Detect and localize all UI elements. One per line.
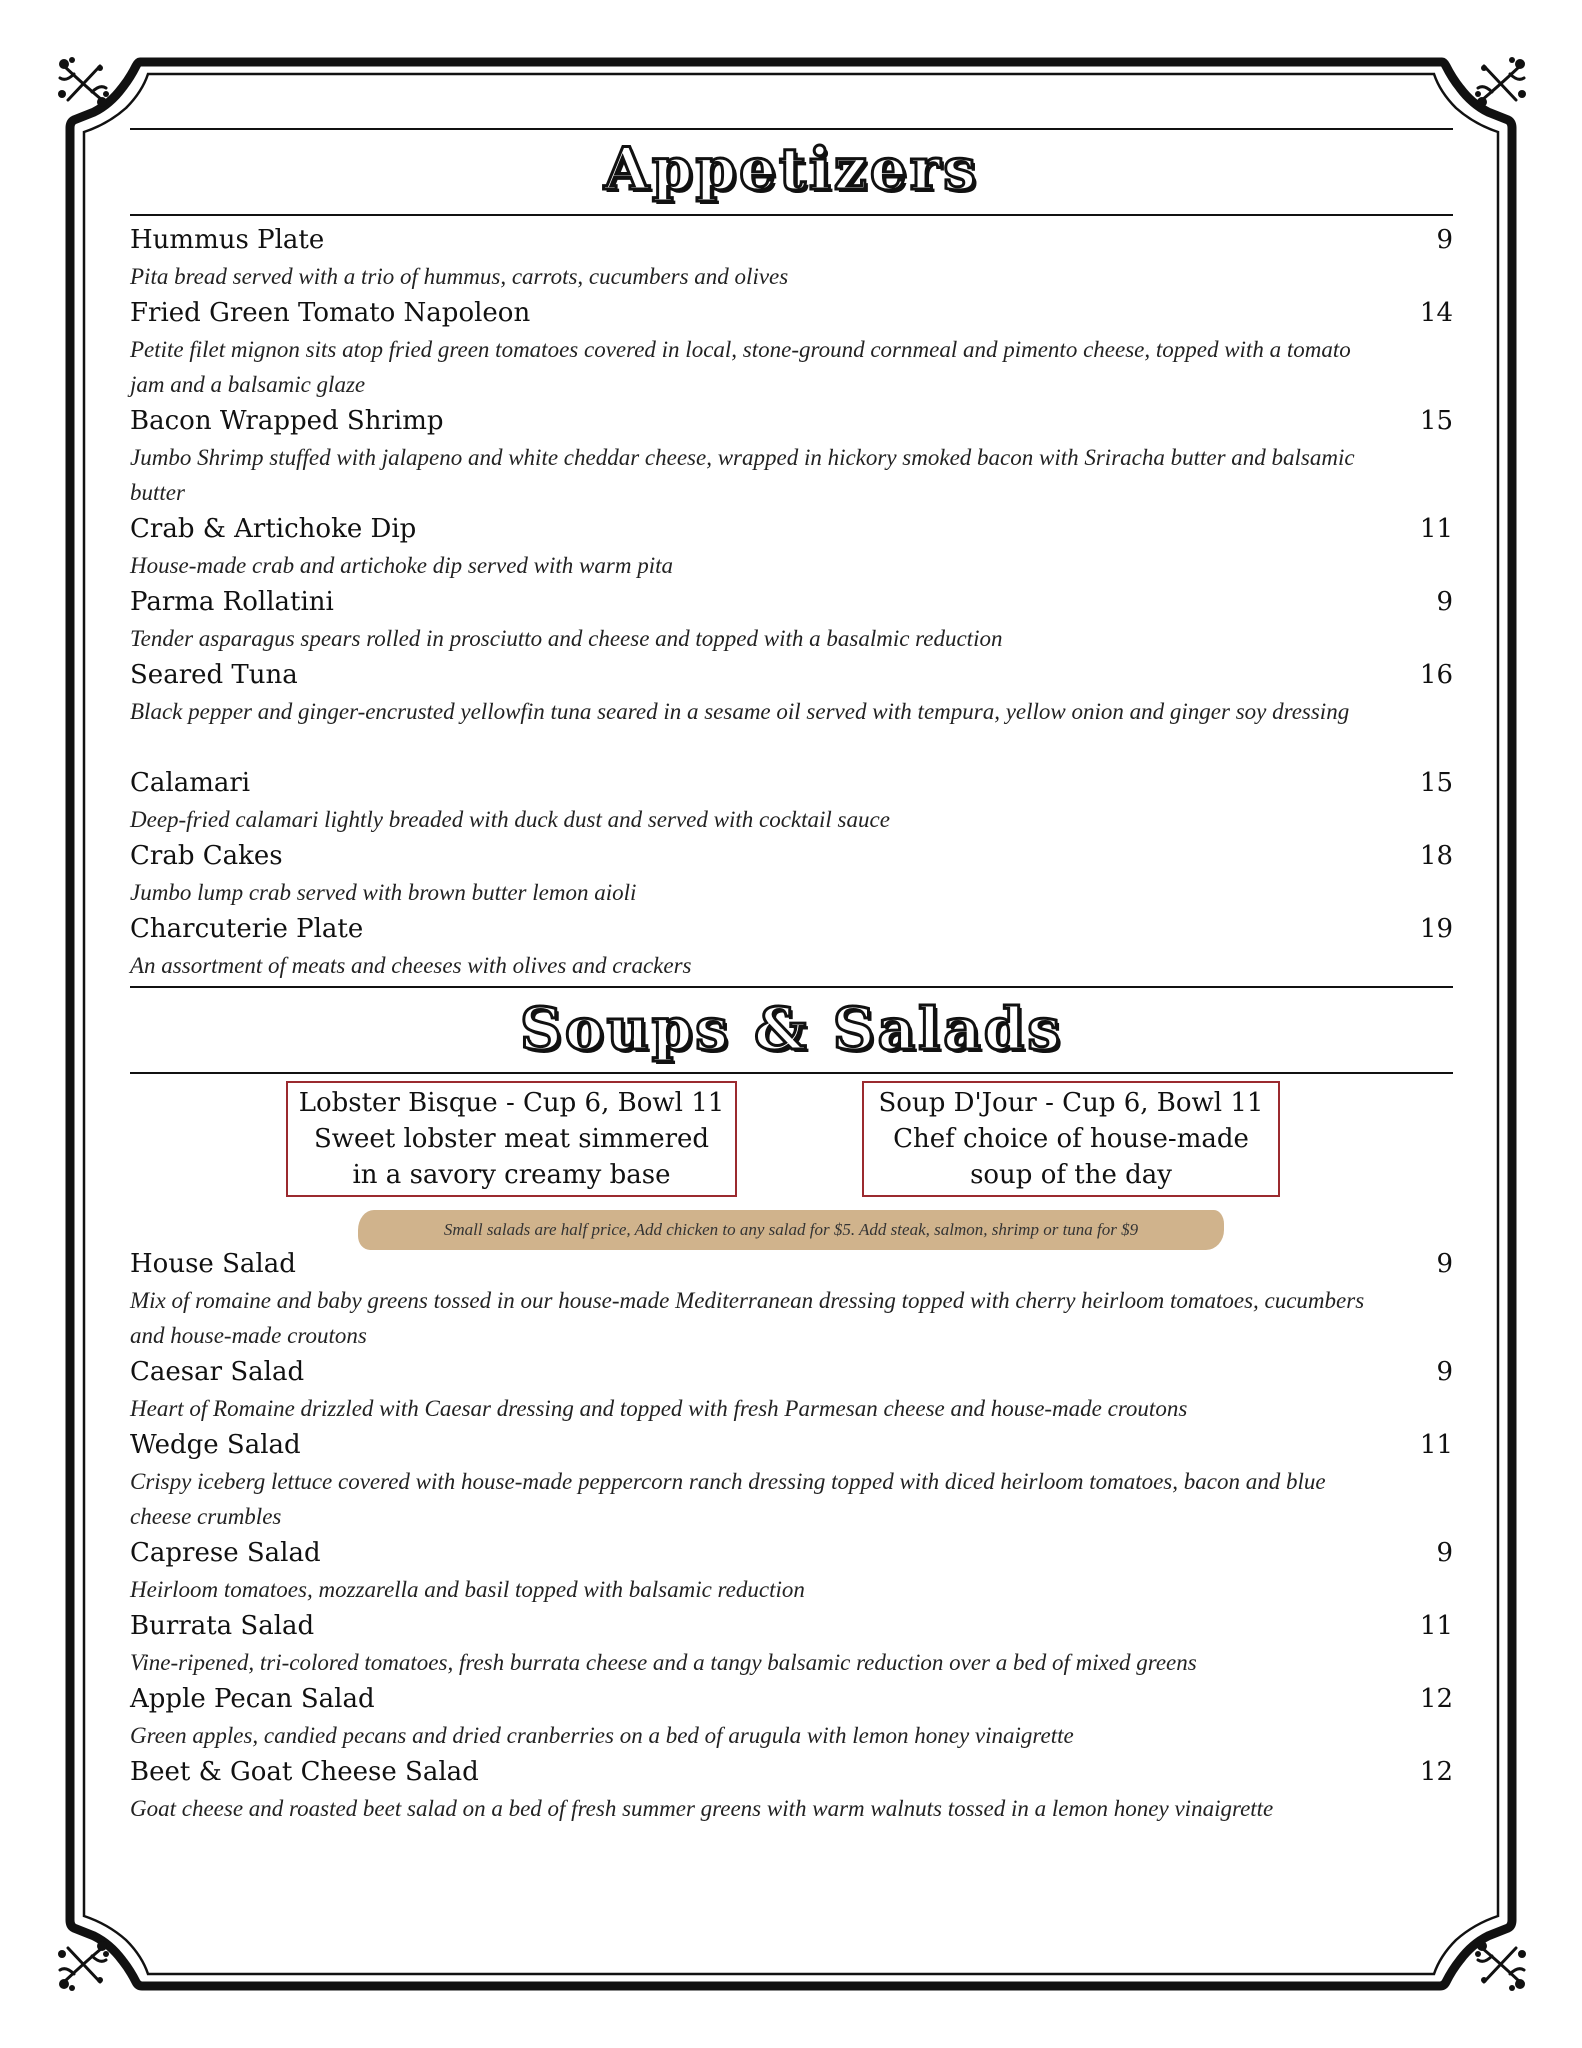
appetizers-heading: Appetizers [604,135,979,203]
item-price: 12 [1419,1757,1453,1787]
item-description: Heirloom tomatoes, mozzarella and basil topped with balsamic reduction [130,1577,805,1602]
item-description: Petite filet mignon sits atop fried green tomatoes covered in local, stone-ground cornmeal and pimento cheese, topped with a tomato jam and a balsamic glaze [130,337,1351,397]
item-name: Calamari [130,768,251,798]
soup-title: Soup D'Jour - Cup 6, Bowl 11 [878,1088,1264,1118]
item-price: 19 [1419,914,1453,944]
menu-item [130,840,1453,913]
item-name: Parma Rollatini [130,587,334,617]
menu-item [130,1429,1453,1537]
soup-title: Lobster Bisque - Cup 6, Bowl 11 [298,1088,725,1118]
item-description: Crispy iceberg lettuce covered with house-made peppercorn ranch dressing topped with diced heirloom tomatoes, bacon and blue cheese crumbles [130,1469,1326,1529]
menu-item [130,1756,1453,1864]
item-name: Crab Cakes [130,841,283,871]
corner-flourish-icon [54,54,112,112]
item-description: Deep-fried calamari lightly breaded with duck dust and served with cocktail sauce [130,807,890,832]
item-description: House-made crab and artichoke dip served with warm pita [130,553,673,578]
item-name: Fried Green Tomato Napoleon [130,298,531,328]
item-price: 16 [1419,660,1453,690]
item-name: Hummus Plate [130,225,325,255]
menu-item [130,586,1453,659]
item-price: 9 [1436,1357,1453,1387]
menu-item [130,1537,1453,1610]
soup-description: in a savory creamy base [352,1160,671,1190]
item-name: Apple Pecan Salad [130,1684,375,1714]
menu-item [130,1610,1453,1683]
corner-flourish-icon [1472,54,1530,112]
item-price: 11 [1419,1611,1453,1641]
item-price: 12 [1419,1684,1453,1714]
soup-description: Sweet lobster meat simmered [313,1124,710,1154]
item-price: 11 [1419,514,1453,544]
item-name: Charcuterie Plate [130,914,364,944]
divider [130,128,1453,130]
soup-box-soup-djour [862,1081,1280,1197]
item-description: Tender asparagus spears rolled in prosciutto and cheese and topped with a basalmic reduction [130,626,1003,651]
menu-item [130,1356,1453,1429]
item-name: Bacon Wrapped Shrimp [130,406,444,436]
item-name: Caprese Salad [130,1538,321,1568]
divider [130,986,1453,988]
item-price: 14 [1419,298,1453,328]
item-description: Vine-ripened, tri-colored tomatoes, fresh burrata cheese and a tangy balsamic reduction over a bed of mixed greens [130,1650,1197,1675]
item-name: House Salad [130,1249,296,1279]
menu-item [130,405,1453,513]
soup-description: Chef choice of house-made [893,1124,1249,1154]
menu-item [130,1248,1453,1356]
item-price: 9 [1436,225,1453,255]
item-description: Black pepper and ginger-encrusted yellowfin tuna seared in a sesame oil served with tempura, yellow onion and ginger soy dressing [130,699,1350,724]
item-name: Crab & Artichoke Dip [130,514,417,544]
item-description: Jumbo lump crab served with brown butter lemon aioli [130,880,637,905]
menu-item [130,913,1453,986]
item-name: Seared Tuna [130,660,298,690]
salad-note-banner: Small salads are half price, Add chicken to any salad for $5. Add steak, salmon, shrimp or tuna for $9 [358,1210,1224,1250]
item-price: 11 [1419,1430,1453,1460]
corner-flourish-icon [1472,1936,1530,1994]
item-price: 18 [1419,841,1453,871]
salads-list [130,1248,1453,1864]
item-description: Green apples, candied pecans and dried cranberries on a bed of arugula with lemon honey vinaigrette [130,1723,1074,1748]
menu-item [130,659,1453,767]
item-description: Pita bread served with a trio of hummus, carrots, cucumbers and olives [130,264,789,289]
item-description: Heart of Romaine drizzled with Caesar dressing and topped with fresh Parmesan cheese and house-made croutons [130,1396,1188,1421]
item-description: Goat cheese and roasted beet salad on a bed of fresh summer greens with warm walnuts tossed in a lemon honey vinaigrette [130,1796,1274,1821]
item-description: Mix of romaine and baby greens tossed in our house-made Mediterranean dressing topped with cherry heirloom tomatoes, cucumbers and house-made croutons [130,1288,1365,1348]
item-name: Beet & Goat Cheese Salad [130,1757,479,1787]
menu-item [130,513,1453,586]
item-name: Caesar Salad [130,1357,305,1387]
soups-salads-heading: Soups & Salads [520,995,1063,1063]
divider [130,214,1453,216]
corner-flourish-icon [54,1936,112,1994]
item-description: An assortment of meats and cheeses with olives and crackers [130,953,692,978]
item-price: 15 [1419,768,1453,798]
divider [130,1072,1453,1074]
soup-description: soup of the day [970,1160,1172,1190]
item-name: Burrata Salad [130,1611,315,1641]
item-price: 15 [1419,406,1453,436]
appetizers-list [130,224,1453,986]
item-price: 9 [1436,1249,1453,1279]
item-price: 9 [1436,1538,1453,1568]
menu-item [130,1683,1453,1756]
soup-box-lobster-bisque [286,1081,737,1197]
item-name: Wedge Salad [130,1430,301,1460]
item-price: 9 [1436,587,1453,617]
menu-item [130,297,1453,405]
item-description: Jumbo Shrimp stuffed with jalapeno and white cheddar cheese, wrapped in hickory smoked bacon with Sriracha butter and balsamic butter [130,445,1355,505]
menu-item [130,224,1453,297]
menu-item [130,767,1453,840]
